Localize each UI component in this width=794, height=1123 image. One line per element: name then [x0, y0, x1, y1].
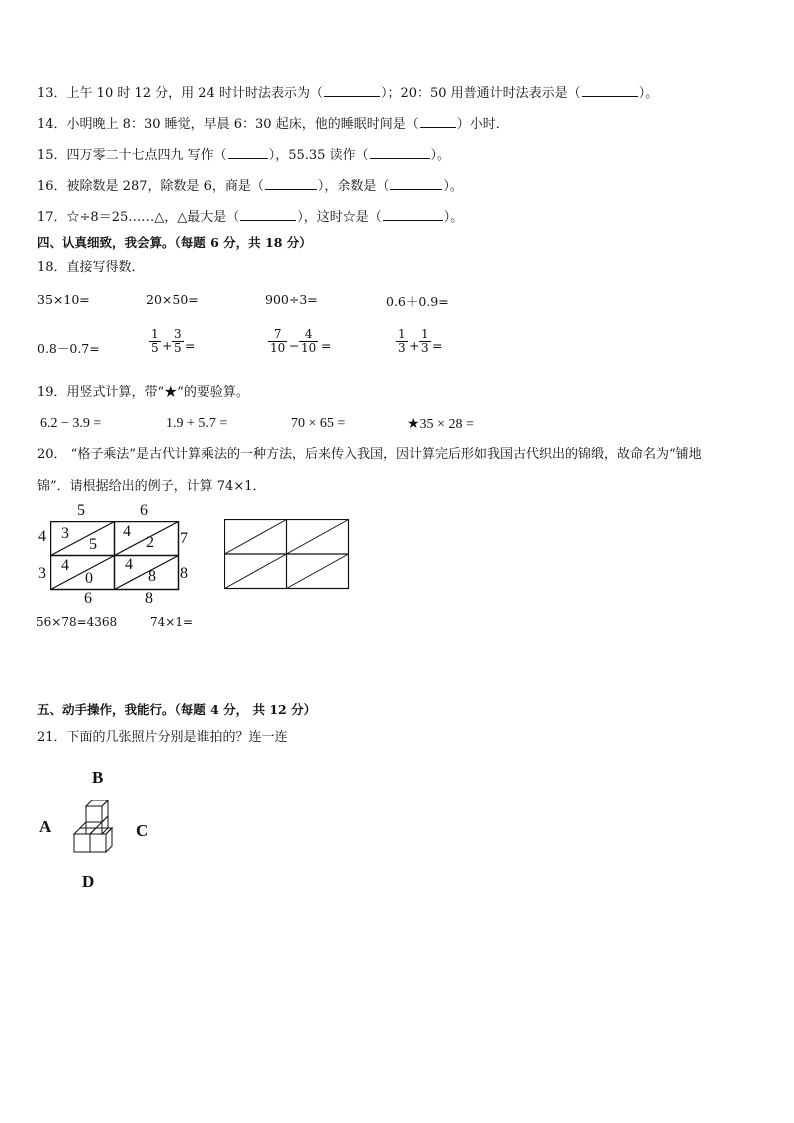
question-18-title: 18．直接写得数． [37, 260, 145, 275]
answer-blank[interactable] [265, 177, 317, 190]
lattice-right-digit: 8 [180, 565, 188, 582]
fraction: 1 3 [421, 327, 429, 355]
question-21-title: 21．下面的几张照片分别是谁拍的？连一连 [37, 730, 288, 745]
question-19-title: 19．用竖式计算，带“★”的要验算。 [37, 385, 249, 400]
vertical-calc-item: 70 × 65 = [291, 416, 346, 431]
fraction: 1 3 [398, 327, 406, 355]
cube-stack-diagram [70, 800, 130, 866]
fraction: 7 10 [270, 327, 286, 355]
equals-sign: = [321, 338, 332, 353]
equals-sign: = [185, 338, 196, 353]
operator: − [289, 338, 300, 353]
section-5-heading: 五、动手操作，我能行。（每题 4 分， 共 12 分） [37, 702, 317, 717]
calc-item: 20×50= [146, 292, 199, 307]
lattice-right-digit: 7 [180, 530, 188, 547]
answer-blank[interactable] [324, 84, 380, 97]
calc-item: 900÷3= [265, 292, 318, 307]
vertical-calc-item: 6.2 − 3.9 = [40, 416, 102, 431]
fraction: 3 5 [174, 327, 182, 355]
lattice-cell-digit: 2 [146, 534, 154, 551]
lattice-top-digit: 6 [140, 502, 148, 519]
lattice-empty-grid[interactable] [224, 519, 352, 591]
answer-blank[interactable] [582, 84, 638, 97]
operator: + [409, 338, 420, 353]
calc-item: 0.6＋0.9= [386, 294, 449, 309]
lattice-cell-digit: 4 [61, 557, 69, 574]
question-15: 15．四万零二十七点四九 写作（ ），55.35 读作（ ）。 [37, 148, 451, 163]
fraction: 4 10 [301, 327, 317, 355]
answer-blank[interactable] [383, 208, 443, 221]
lattice-bottom-digit: 6 [84, 590, 92, 607]
calc-item: 35×10= [37, 292, 90, 307]
answer-blank[interactable] [370, 146, 430, 159]
example-caption: 56×78=4368 [36, 615, 118, 629]
section-4-heading: 四、认真细致，我会算。（每题 6 分，共 18 分） [37, 235, 312, 250]
lattice-cell-digit: 5 [89, 536, 97, 553]
lattice-cell-digit: 3 [61, 525, 69, 542]
vertical-calc-item: ★35 × 28 = [407, 417, 474, 432]
question-16: 16．被除数是 287，除数是 6，商是（ ），余数是（ ）。 [37, 179, 463, 194]
task-caption: 74×1= [150, 615, 194, 629]
question-20-line2: 锦”．请根据给出的例子，计算 74×1． [37, 479, 266, 494]
question-17: 17．☆÷8＝25……△，△最大是（ ），这时☆是（ ）。 [37, 210, 464, 225]
answer-blank[interactable] [228, 146, 268, 159]
fraction: 1 5 [151, 327, 159, 355]
answer-blank[interactable] [240, 208, 296, 221]
lattice-example-grid [50, 521, 190, 591]
viewpoint-label-d: D [82, 872, 95, 891]
viewpoint-label-b: B [92, 768, 104, 787]
operator: + [162, 338, 173, 353]
lattice-bottom-digit: 8 [145, 590, 153, 607]
equals-sign: = [432, 338, 443, 353]
viewpoint-label-c: C [136, 821, 149, 840]
question-20-line1: 20． “格子乘法”是古代计算乘法的一种方法，后来传入我国，因计算完后形如我国古代织出的锦缎，故命名为“铺地 [37, 447, 702, 462]
question-13: 13．上午 10 时 12 分，用 24 时计时法表示为（ ）；20：50 用普通计时法表示是（ ）。 [37, 86, 659, 101]
lattice-cell-digit: 4 [125, 556, 133, 573]
viewpoint-label-a: A [39, 817, 52, 836]
lattice-cell-digit: 8 [148, 568, 156, 585]
lattice-top-digit: 5 [77, 502, 85, 519]
answer-blank[interactable] [420, 115, 456, 128]
lattice-cell-digit: 4 [123, 523, 131, 540]
lattice-left-digit: 4 [38, 528, 46, 545]
lattice-cell-digit: 0 [85, 570, 93, 587]
answer-blank[interactable] [390, 177, 442, 190]
vertical-calc-item: 1.9 + 5.7 = [166, 416, 228, 431]
question-14: 14．小明晚上 8：30 睡觉，早晨 6：30 起床，他的睡眠时间是（ ）小时． [37, 117, 509, 132]
lattice-left-digit: 3 [38, 565, 46, 582]
calc-item: 0.8－0.7= [37, 341, 100, 356]
